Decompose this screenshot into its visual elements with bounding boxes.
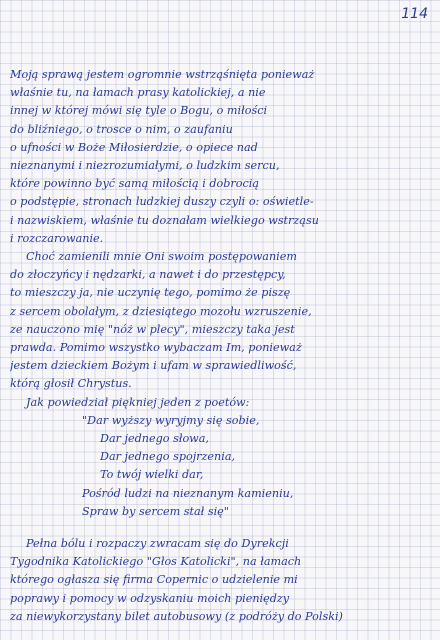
poem-line: Spraw by sercem stał się" bbox=[82, 504, 229, 518]
letter-line: Jak powiedział piękniej jeden z poetów: bbox=[26, 395, 250, 409]
letter-line: ze nauczono mię "nóż w plecy", mieszczy taka jest bbox=[10, 322, 295, 336]
letter-line: z sercem obolałym, z dziesiątego mozołu wzruszenie, bbox=[10, 304, 312, 318]
letter-line: o podstępie, stronach ludzkiej duszy czyli o: oświetle- bbox=[10, 195, 314, 209]
letter-line: jestem dzieckiem Bożym i ufam w sprawiedliwość, bbox=[10, 359, 297, 373]
paragraph-gap bbox=[10, 521, 434, 535]
letter-line: właśnie tu, na łamach prasy katolickiej, a nie bbox=[10, 86, 266, 100]
letter-line: którą głosił Chrystus. bbox=[10, 377, 132, 391]
letter-line: Moją sprawą jestem ogromnie wstrząśnięta ponieważ bbox=[10, 68, 315, 81]
poem-line: Dar jednego spojrzenia, bbox=[100, 450, 236, 464]
letter-line: innej w której mówi się tyle o Bogu, o miłości bbox=[10, 104, 268, 118]
letter-line: za niewykorzystany bilet autobusowy (z podróży do Polski) bbox=[10, 609, 343, 623]
letter-line: o ufności w Boże Miłosierdzie, o opiece nad bbox=[10, 140, 258, 154]
letter-line: Choć zamienili mnie Oni swoim postępowaniem bbox=[26, 250, 297, 264]
letter-line: do bliźniego, o trosce o nim, o zaufaniu bbox=[10, 122, 233, 136]
handwritten-letter bbox=[10, 66, 434, 626]
letter-line: którego ogłasza się firma Copernic o udzielenie mi bbox=[10, 573, 298, 587]
page-number: 114 bbox=[401, 6, 428, 22]
poem-line: To twój wielki dar, bbox=[100, 468, 204, 482]
letter-line: prawda. Pomimo wszystko wybaczam Im, ponieważ bbox=[10, 341, 302, 355]
poem-line: Pośród ludzi na nieznanym kamieniu, bbox=[82, 486, 294, 500]
letter-line: które powinno być samą miłością i dobrocią bbox=[10, 177, 259, 191]
poem-line: "Dar wyższy wyryjmy się sobie, bbox=[82, 413, 260, 427]
poem-line: Dar jednego słowa, bbox=[100, 432, 209, 446]
letter-line: do złoczyńcy i nędzarki, a nawet i do przestępcy, bbox=[10, 268, 286, 282]
letter-line: i rozczarowanie. bbox=[10, 231, 104, 245]
letter-line: Tygodnika Katolickiego "Głos Katolicki", na łamach bbox=[10, 555, 302, 569]
letter-line: poprawy i pomocy w odzyskaniu moich pieniędzy bbox=[10, 591, 290, 605]
letter-line: Pełna bólu i rozpaczy zwracam się do Dyrekcji bbox=[26, 537, 289, 551]
letter-line: i nazwiskiem, właśnie tu doznałam wielkiego wstrząsu bbox=[10, 213, 319, 227]
letter-line: to mieszczy ja, nie uczynię tego, pomimo że piszę bbox=[10, 286, 291, 300]
letter-line: nieznanymi i niezrozumiałymi, o ludzkim sercu, bbox=[10, 159, 280, 173]
